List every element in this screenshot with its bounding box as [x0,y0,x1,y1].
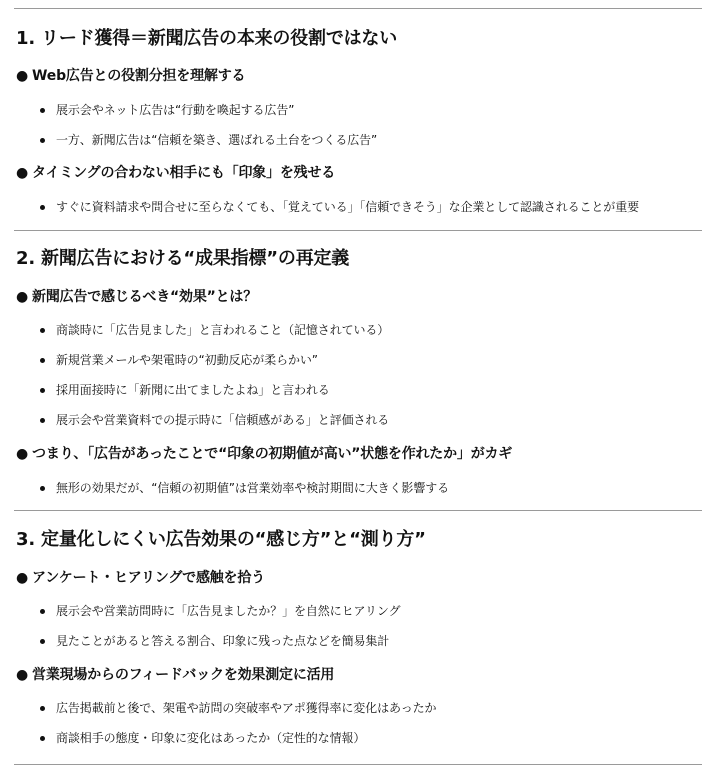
subsection-heading [16,287,257,307]
section-divider [14,510,702,511]
bullet-icon [40,388,45,393]
list-item-text: 採用面接時に「新聞に出てましたよね」と言われる [56,383,330,397]
bullet-icon [40,639,45,644]
bullet-dot: ● [16,446,29,462]
list-item-text: 無形の効果だが、“信頼の初期値”は営業効率や検討期間に大きく影響する [56,481,450,495]
subsection-heading [16,568,265,588]
list-item-text: 新規営業メールや架電時の“初動反応が柔らかい” [56,353,318,367]
list-item-text: すぐに資料請求や問合せに至らなくても、「覚えている」「信頼できそう」な企業として認識されることが重要 [56,200,640,214]
list-item-text: 商談時に「広告見ました」と言われること（記憶されている） [56,323,390,337]
subsection-title: 営業現場からのフィードバックを効果測定に活用 [32,667,335,683]
bullet-icon [40,418,45,423]
bullet-icon [40,609,45,614]
subsection-heading [16,66,245,86]
list-item-text: 展示会や営業訪問時に「広告見ましたか？」を自然にヒアリング [56,604,401,618]
section-heading: 3. 定量化しにくい広告効果の“感じ方”と“測り方” [16,529,426,550]
bullet-dot: ● [16,165,29,181]
bullet-icon [40,358,45,363]
subsection-title: タイミングの合わない相手にも「印象」を残せる [32,165,336,181]
section-divider [14,764,702,765]
bullet-dot: ● [16,570,29,586]
section-divider [14,230,702,231]
bullet-icon [40,486,45,491]
bullet-icon [40,736,45,741]
subsection-heading [16,163,335,183]
list-item-text: 商談相手の態度・印象に変化はあったか（定性的な情報） [56,731,366,745]
bullet-dot: ● [16,667,29,683]
list-item-text: 見たことがあると答える割合、印象に残った点などを簡易集計 [56,634,390,648]
bullet-icon [40,205,45,210]
list-item-text: 展示会やネット広告は“行動を喚起する広告” [56,103,295,117]
bullet-icon [40,108,45,113]
bullet-icon [40,138,45,143]
subsection-title: アンケート・ヒアリングで感触を拾う [32,570,265,586]
section-heading: 2. 新聞広告における“成果指標”の再定義 [16,248,350,269]
subsection-heading [16,665,334,685]
list-item-text: 広告掲載前と後で、架電や訪問の突破率やアポ獲得率に変化はあったか [56,701,437,715]
subsection-title: つまり、「広告があったことで“印象の初期値が高い”状態を作れたか」がカギ [32,446,513,462]
list-item-text: 一方、新聞広告は“信頼を築き、選ばれる土台をつくる広告” [56,133,378,147]
bullet-icon [40,706,45,711]
section-heading: 1. リード獲得＝新聞広告の本来の役割ではない [16,28,398,49]
bullet-dot: ● [16,68,29,84]
subsection-title: 新聞広告で感じるべき“効果”とは？ [32,289,258,305]
list-item-text: 展示会や営業資料での提示時に「信頼感がある」と評価される [56,413,390,427]
subsection-heading [16,444,512,464]
subsection-title: Web広告との役割分担を理解する [32,68,246,84]
bullet-dot: ● [16,289,29,305]
section-divider [14,8,702,9]
bullet-icon [40,328,45,333]
